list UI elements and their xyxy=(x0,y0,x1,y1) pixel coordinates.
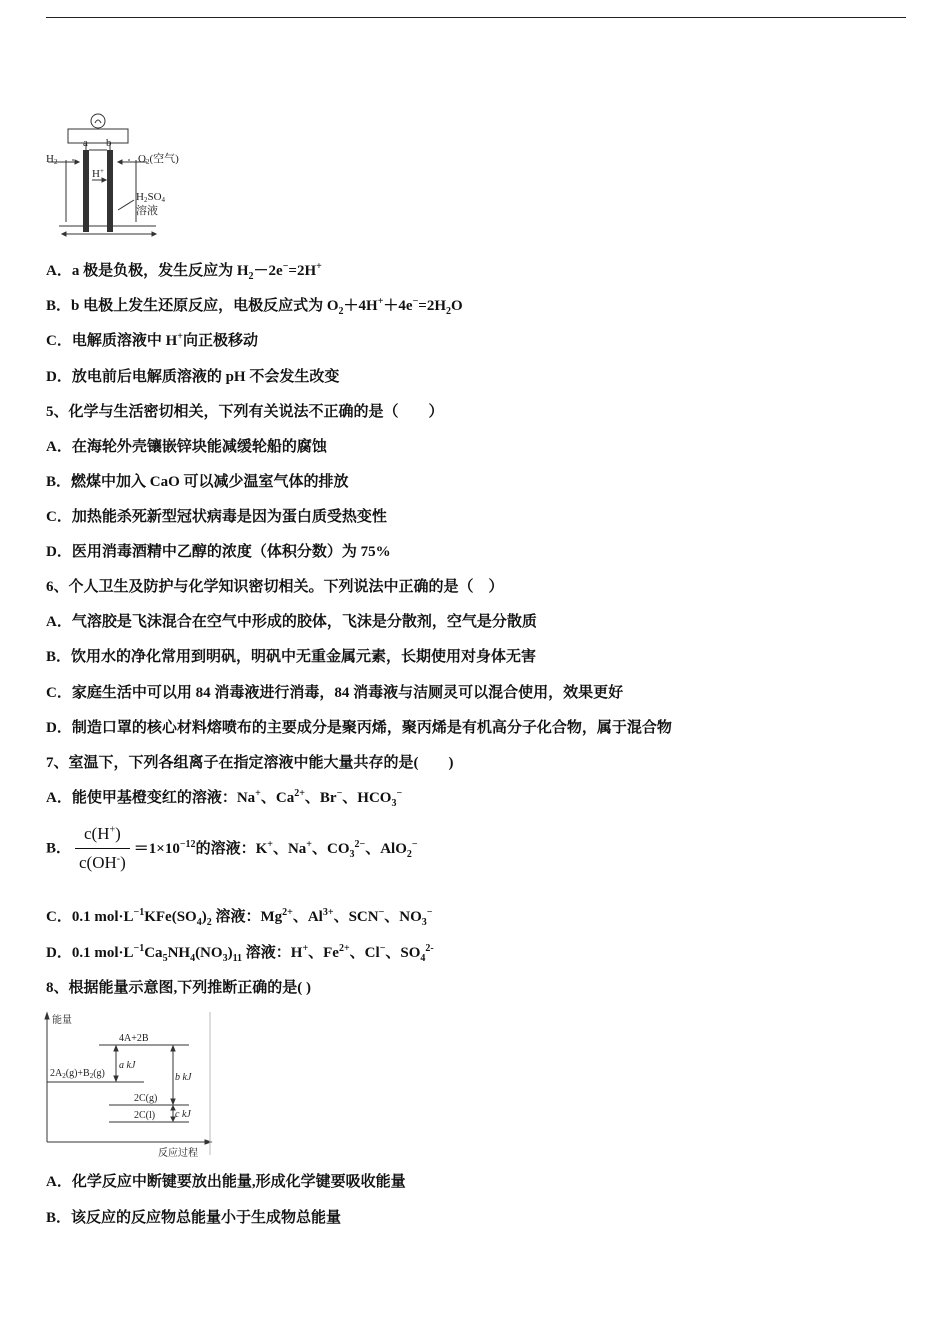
label-b: b xyxy=(106,137,112,149)
label-o2: O2(空气) xyxy=(138,153,179,166)
level-top-label: 4A+2B xyxy=(119,1033,149,1044)
header-rule xyxy=(46,17,906,18)
label-h2so4: H2SO4 xyxy=(136,191,166,204)
y-axis-label: 能量 xyxy=(52,1015,72,1026)
level-c-liquid-label: 2C(l) xyxy=(134,1110,156,1121)
arrow-a-label: a kJ xyxy=(119,1060,136,1071)
q6-stem: 6、个人卫生及防护与化学知识密切相关。下列说法中正确的是（ ） xyxy=(46,579,504,595)
x-axis-label: 反应过程 xyxy=(158,1148,198,1159)
q8-option-b: B．该反应的反应物总能量小于生成物总能量 xyxy=(46,1210,342,1226)
q5-option-b: B．燃煤中加入 CaO 可以减少温室气体的排放 xyxy=(46,474,349,490)
label-hplus: H+ xyxy=(92,167,104,180)
arrow-b-label: b kJ xyxy=(175,1072,192,1083)
concentration-ratio-fraction: $\frac{c(H^+)}{c(OH^-)}$ xyxy=(75,822,130,875)
label-a: a xyxy=(83,137,88,149)
q7-option-c: C．0.1 $mol\cdot L^{-1}KFe(SO_4)_2$ 溶液：$Mg^{2+}$、$Al^{3+}$、SCN−、$NO_3^-$ xyxy=(46,907,433,928)
q5-option-a: A．在海轮外壳镶嵌锌块能减缓轮船的腐蚀 xyxy=(46,439,327,455)
arrow-c-label: c kJ xyxy=(175,1109,191,1120)
q7-stem: 7、室温下，下列各组离子在指定溶液中能大量共存的是( ) xyxy=(46,755,454,771)
q5-stem: 5、化学与生活密切相关，下列有关说法不正确的是（ ） xyxy=(46,404,444,420)
q4-option-d: D．放电前后电解质溶液的 pH 不会发生改变 xyxy=(46,369,340,385)
q6-option-c: C．家庭生活中可以用 84 消毒液进行消毒，84 消毒液与洁厕灵可以混合使用，效果更好 xyxy=(46,685,624,701)
label-solution: 溶液 xyxy=(136,205,158,217)
q4-option-c: C．电解质溶液中 H+向正极移动 xyxy=(46,331,258,349)
q6-option-d: D．制造口罩的核心材料熔喷布的主要成分是聚丙烯，聚丙烯是有机高分子化合物，属于混合物 xyxy=(46,720,672,736)
q8-stem: 8、根据能量示意图,下列推断正确的是( ) xyxy=(46,980,311,996)
q5-option-c: C．加热能杀死新型冠状病毒是因为蛋白质受热变性 xyxy=(46,509,387,525)
energy-diagram xyxy=(44,1010,214,1160)
q4-option-a: A．a 极是负极，发生反应为 $H_2-2e^-=2H^+$ xyxy=(46,261,322,282)
q7-option-b: B． $\frac{c(H^+)}{c(OH^-)}$ $=1\times 10^{-12}$的溶液：K+、Na+、$CO_3^{2-}$、AlO$_2$− xyxy=(46,822,418,875)
q6-option-a: A．气溶胶是飞沫混合在空气中形成的胶体，飞沫是分散剂，空气是分散质 xyxy=(46,614,537,630)
fuel-cell-figure xyxy=(44,110,194,238)
level-reactants-label: $2A_2(g)+B_2(g)$ xyxy=(50,1068,105,1080)
electrode-b xyxy=(107,150,113,232)
q7-option-a: A．能使甲基橙变红的溶液：Na+、$Ca^{2+}$、Br−、$HCO_3^-$ xyxy=(46,788,403,809)
electrode-a xyxy=(83,150,89,232)
label-h2: H2 xyxy=(46,153,58,166)
q4-option-b: B．b 电极上发生还原反应，电极反应式为 $O_2+4H^++4e^-=2H_2O$ xyxy=(46,296,463,317)
q7-option-d: D．0.1 $mol\cdot L^{-1}Ca_5NH_4(NO_3)_{11}$ 溶液：H+、$Fe^{2+}$、Cl−、$SO_4^{2-}$ xyxy=(46,943,434,964)
q6-option-b: B．饮用水的净化常用到明矾，明矾中无重金属元素，长期使用对身体无害 xyxy=(46,649,537,665)
q8-option-a: A．化学反应中断键要放出能量,形成化学键要吸收能量 xyxy=(46,1174,406,1190)
level-c-gas-label: 2C(g) xyxy=(134,1093,158,1104)
q5-option-d: D．医用消毒酒精中乙醇的浓度（体积分数）为 75% xyxy=(46,544,391,560)
